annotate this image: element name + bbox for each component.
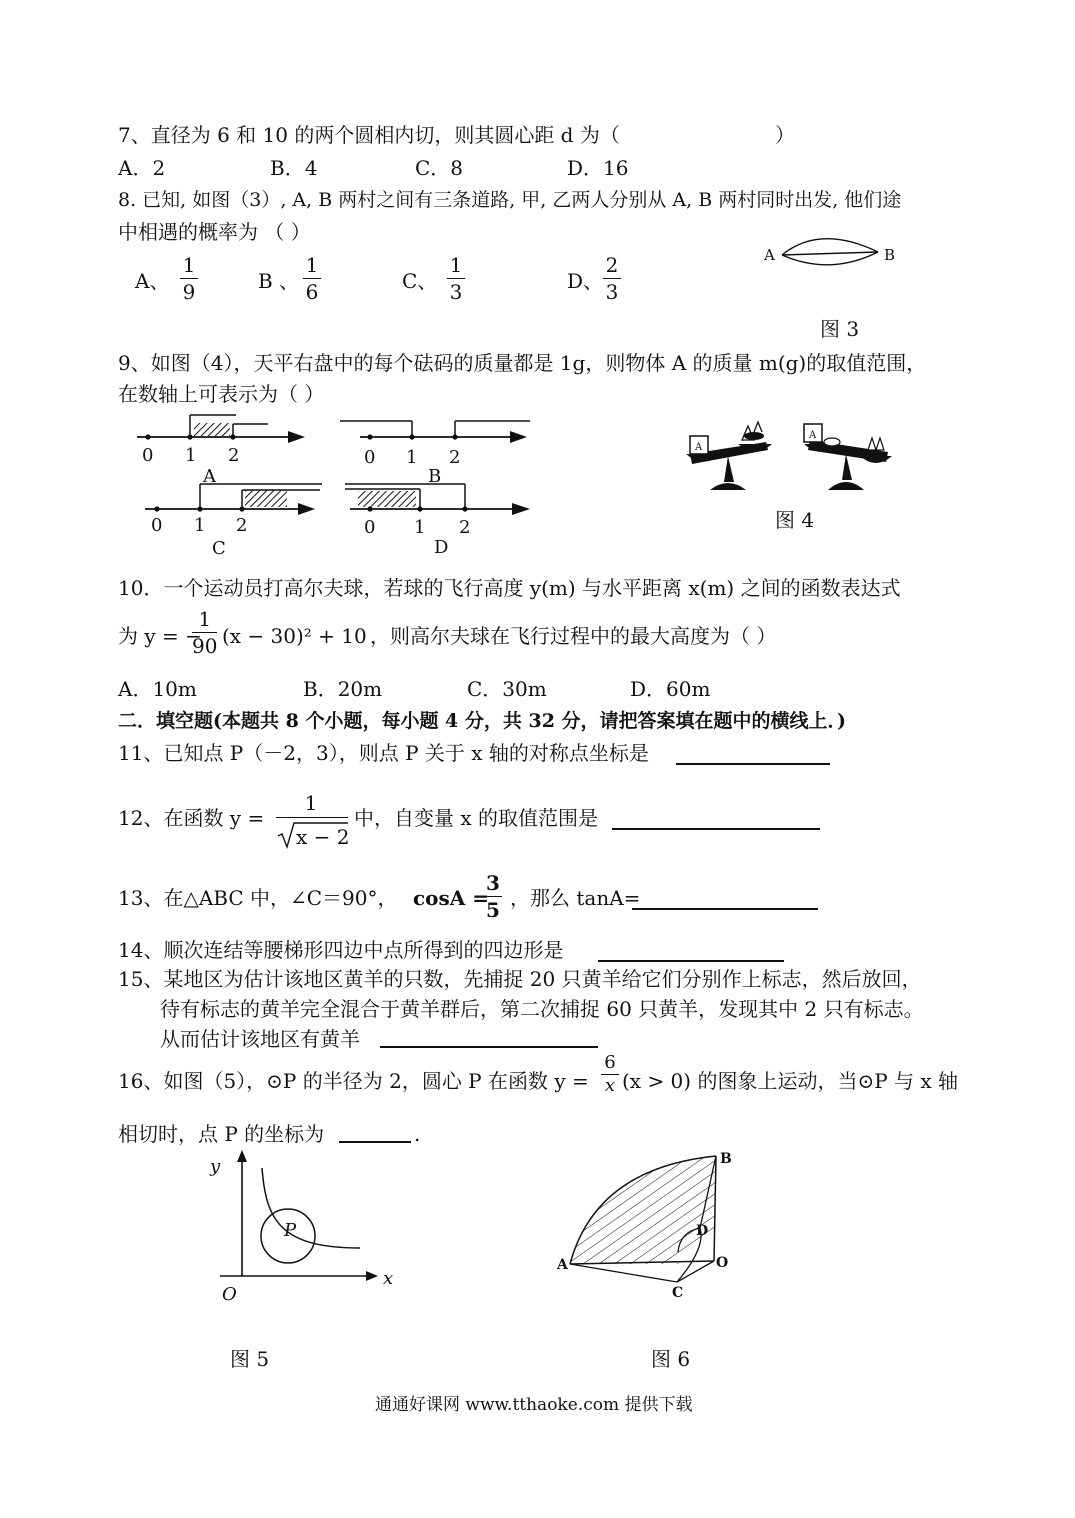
q11-answer-blank[interactable]	[676, 763, 830, 765]
axis-d-tick-2: 2	[459, 517, 471, 538]
axis-a-tick-2: 2	[228, 445, 240, 466]
axis-a-tick-1: 1	[185, 445, 197, 466]
q12-suffix: 中，自变量 x 的取值范围是	[354, 806, 598, 830]
q15-line3: 从而估计该地区有黄羊	[160, 1027, 360, 1051]
figure-5-graph	[200, 1150, 400, 1300]
q9-line2: 在数轴上可表示为（ ）	[118, 382, 325, 406]
figure-5-y-axis-label: y	[210, 1156, 221, 1177]
figure-6-point-b: B	[720, 1151, 732, 1167]
fraction-numerator: 2	[605, 253, 619, 277]
q10-option-d: D．60m	[630, 677, 711, 701]
q8-line2: 中相遇的概率为 （ ）	[118, 220, 311, 244]
fraction-denominator: 9	[182, 280, 196, 304]
q8-option-d-fraction	[603, 252, 621, 305]
fraction-denominator: x	[604, 1075, 616, 1096]
axis-a-option-label: A	[203, 466, 216, 487]
axis-b-tick-0: 0	[364, 447, 376, 468]
fraction-numerator: 6	[604, 1052, 616, 1073]
q16-answer-blank[interactable]	[339, 1141, 411, 1143]
footer-source-text: 通通好课网 www.tthaoke.com 提供下载	[375, 1395, 693, 1415]
q13-fraction	[484, 870, 502, 923]
q12-answer-blank[interactable]	[612, 828, 820, 830]
figure-6-shaded-sector	[560, 1148, 740, 1298]
fraction-denominator: 3	[605, 280, 619, 304]
figure-6-point-c: C	[672, 1285, 684, 1301]
figure-5-caption: 图 5	[230, 1347, 270, 1371]
q16-line2-end: .	[414, 1122, 421, 1146]
q11-text: 11、已知点 P（－2，3），则点 P 关于 x 轴的对称点坐标是	[118, 741, 649, 765]
q8-option-d-prefix: D、	[567, 269, 604, 293]
q12-fraction-numerator: 1	[304, 791, 318, 815]
q15-line1: 15、某地区为估计该地区黄羊的只数，先捕捉 20 只黄羊给它们分别作上标志，然后放回，	[118, 967, 922, 991]
axis-c-tick-2: 2	[236, 515, 248, 536]
number-line-c	[145, 484, 322, 515]
number-line-b	[340, 421, 530, 443]
axis-d-tick-1: 1	[414, 517, 426, 538]
figure-3-point-b: B	[884, 246, 896, 264]
q9-line1: 9、如图（4），天平右盘中的每个砝码的质量都是 1g，则物体 A 的质量 m(g)的取值范围，	[118, 351, 927, 375]
q7-stem	[118, 122, 620, 148]
axis-d-tick-0: 0	[364, 517, 376, 538]
figure-4-right-box-label: A	[809, 430, 817, 441]
fraction-numerator: 1	[198, 607, 212, 631]
figure-6-point-o: O	[716, 1255, 729, 1271]
figure-6-caption: 图 6	[651, 1347, 691, 1371]
section-2-heading: 二．填空题(本题共 8 个小题，每小题 4 分，共 32 分，请把答案填在题中的横线上．)	[118, 710, 847, 732]
q7-close-paren: ）	[775, 123, 795, 147]
figure-6-point-d: D	[696, 1223, 709, 1239]
q16-prefix: 16、如图（5），⊙P 的半径为 2，圆心 P 在函数 y =	[118, 1069, 589, 1093]
q10-option-b: B．20m	[303, 677, 383, 701]
q16-suffix: (x > 0) 的图象上运动，当⊙P 与 x 轴	[622, 1069, 959, 1093]
fraction-denominator: 6	[305, 280, 319, 304]
axis-b-tick-2: 2	[449, 447, 461, 468]
q10-option-c: C．30m	[467, 677, 547, 701]
q7-option-b: B．4	[270, 156, 318, 180]
number-line-a	[137, 415, 305, 443]
q14-answer-blank[interactable]	[598, 960, 784, 962]
figure-4-balance-scales	[680, 410, 900, 500]
fraction-numerator: 3	[486, 871, 500, 895]
axis-c-option-label: C	[212, 538, 226, 559]
fraction-numerator: 1	[305, 253, 319, 277]
axis-d-option-label: D	[434, 537, 449, 558]
q12-fraction-denominator: x − 2	[296, 825, 350, 849]
q13-cos-label: cosA =	[413, 886, 490, 910]
q8-option-b-prefix: B 、	[258, 269, 300, 293]
q10-formula-prefix: 为 y = −	[118, 624, 202, 648]
axis-a-tick-0: 0	[142, 445, 154, 466]
q8-option-c-prefix: C、	[402, 269, 438, 293]
fraction-numerator: 1	[182, 253, 196, 277]
q8-option-c-fraction	[447, 252, 465, 305]
q16-line2: 相切时，点 P 的坐标为	[118, 1122, 325, 1146]
q15-line2: 待有标志的黄羊完全混合于黄羊群后，第二次捕捉 60 只黄羊，发现其中 2 只有标志。	[160, 997, 924, 1021]
q7-option-c: C．8	[415, 156, 464, 180]
fraction-denominator: 5	[486, 898, 500, 922]
fraction-denominator: 90	[192, 634, 218, 658]
q10-line1: 10．一个运动员打高尔夫球，若球的飞行高度 y(m) 与水平距离 x(m) 之间的函数表达式	[118, 576, 901, 600]
q7-option-d: D．16	[567, 156, 629, 180]
q8-option-b-fraction	[303, 252, 321, 305]
number-line-d	[345, 484, 530, 515]
figure-4-left-box-label: A	[695, 442, 703, 453]
figure-4-caption: 图 4	[775, 508, 815, 532]
axis-c-tick-0: 0	[151, 515, 163, 536]
q10-option-a: A．10m	[118, 677, 197, 701]
q13-suffix: ，那么 tanA=	[510, 886, 641, 910]
axis-c-tick-1: 1	[194, 515, 206, 536]
axis-b-tick-1: 1	[406, 447, 418, 468]
figure-5-x-axis-label: x	[383, 1268, 394, 1289]
q12-prefix: 12、在函数 y =	[118, 806, 265, 830]
q7-option-a: A．2	[118, 156, 166, 180]
q10-formula-suffix: (x − 30)² + 10	[222, 624, 367, 648]
q12-fraction-bar	[276, 817, 348, 818]
q16-fraction	[601, 1052, 619, 1097]
q7-stem-text: 7、直径为 6 和 10 的两个圆相内切，则其圆心距 d 为（	[118, 123, 620, 147]
figure-5-point-p-label: P	[284, 1220, 297, 1241]
q8-option-a-prefix: A、	[135, 269, 170, 293]
q14-text: 14、顺次连结等腰梯形四边中点所得到的四边形是	[118, 938, 564, 962]
q13-prefix: 13、在△ABC 中，∠C＝90°，	[118, 886, 398, 910]
figure-3-point-a: A	[764, 246, 775, 264]
figure-6-point-a: A	[557, 1257, 568, 1273]
axis-b-option-label: B	[428, 466, 442, 487]
q10-line2-rest: ，则高尔夫球在飞行过程中的最大高度为（ ）	[370, 624, 777, 648]
q10-formula-fraction	[192, 606, 217, 659]
figure-5-origin-label: O	[222, 1284, 237, 1305]
fraction-numerator: 1	[449, 253, 463, 277]
q8-line1: 8. 已知, 如图（3）, A, B 两村之间有三条道路, 甲, 乙两人分别从 A, B 两村同时出发, 他们途	[118, 189, 902, 211]
q13-answer-blank[interactable]	[632, 908, 818, 910]
fraction-denominator: 3	[449, 280, 463, 304]
figure-3-caption: 图 3	[820, 317, 860, 341]
q8-option-a-fraction	[180, 252, 198, 305]
q15-answer-blank[interactable]	[380, 1046, 598, 1048]
